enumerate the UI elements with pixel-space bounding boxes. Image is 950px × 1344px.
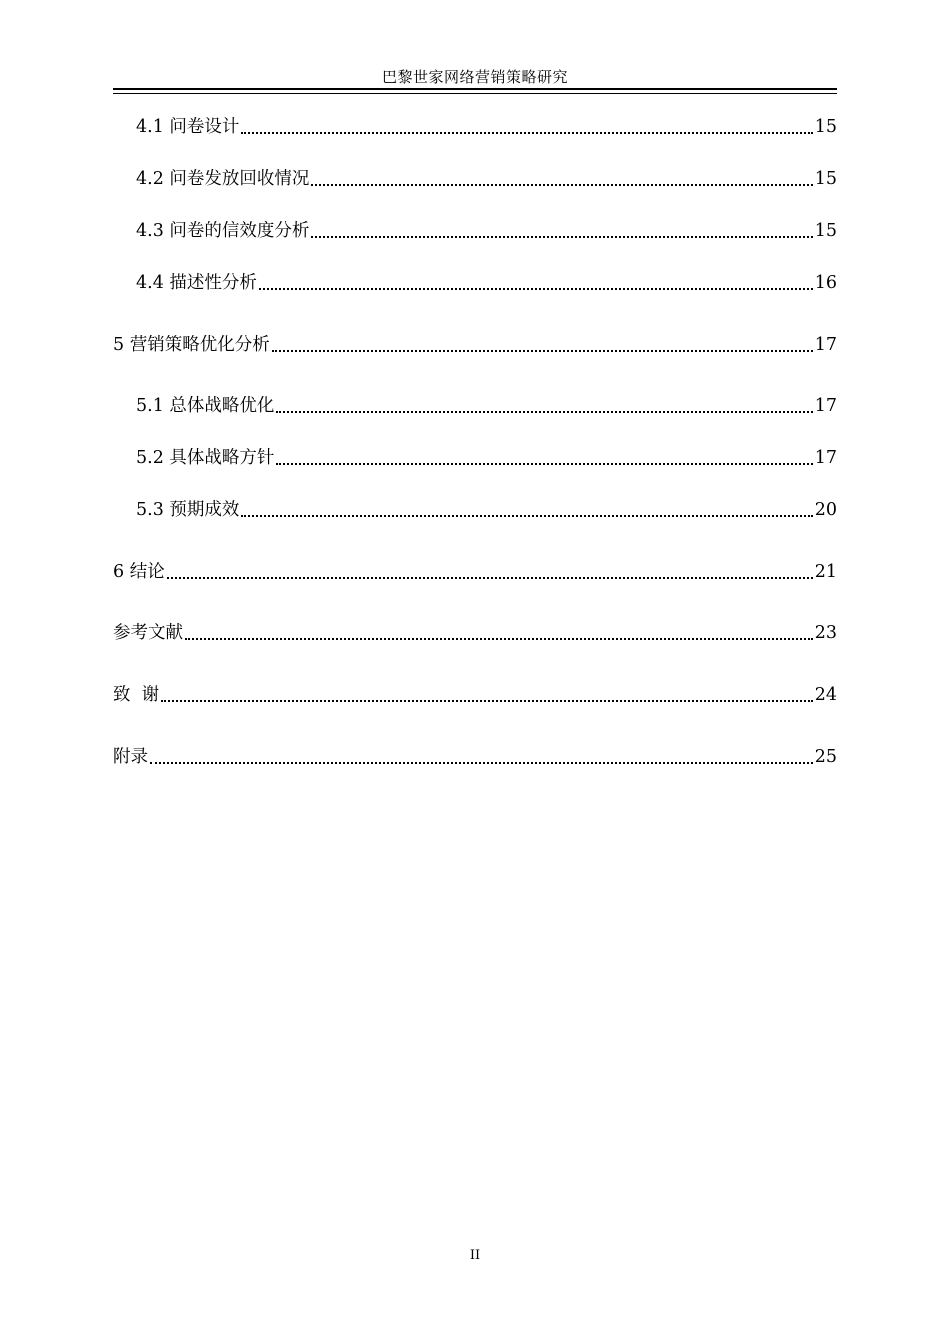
toc-entry-4-2[interactable]: [136, 166, 837, 190]
toc-entry-title: 4.1 问卷设计: [136, 117, 240, 137]
toc-entry-page: 20: [814, 500, 837, 520]
toc-dot-leader: [276, 411, 812, 413]
toc-entry-title: 附录: [113, 747, 148, 767]
toc-entry-title: 致 谢: [113, 685, 160, 705]
page-header: [113, 66, 837, 94]
toc-entry-title: 5 营销策略优化分析: [113, 335, 270, 355]
toc-dot-leader: [241, 515, 812, 517]
toc-entry-page: 15: [814, 169, 837, 189]
toc-dot-leader: [161, 700, 813, 702]
toc-entry-5-1[interactable]: [136, 393, 837, 417]
toc-entry-page: 23: [814, 623, 837, 643]
toc-entry-page: 17: [814, 335, 837, 355]
toc-entry-title: 5.2 具体战略方针: [136, 448, 275, 468]
toc-entry-title: 6 结论: [113, 562, 165, 582]
toc-entry-4-1[interactable]: [136, 114, 837, 138]
header-rule-thin: [113, 93, 837, 94]
toc-dot-leader: [259, 288, 813, 290]
toc-entry-title: 5.3 预期成效: [136, 500, 240, 520]
toc-entry-page: 17: [814, 448, 837, 468]
toc-entry-acknowledgements[interactable]: [113, 682, 837, 706]
toc-entry-title: 4.4 描述性分析: [136, 273, 257, 293]
toc-entry-page: 16: [814, 273, 837, 293]
toc-dot-leader: [167, 577, 813, 579]
toc-entry-page: 15: [814, 221, 837, 241]
header-title: 巴黎世家网络营销策略研究: [381, 68, 568, 86]
toc-entry-4-3[interactable]: [136, 218, 837, 242]
toc-entry-title: 4.3 问卷的信效度分析: [136, 221, 310, 241]
toc-entry-chapter-6[interactable]: [113, 559, 837, 583]
toc-entry-references[interactable]: [113, 620, 837, 644]
header-rule-thick: [113, 88, 837, 90]
toc-entry-4-4[interactable]: [136, 270, 837, 294]
toc-dot-leader: [272, 350, 813, 352]
toc-dot-leader: [150, 762, 813, 764]
toc-entry-page: 24: [814, 685, 837, 705]
page-number: II: [469, 1248, 481, 1263]
toc-entry-title: 参考文献: [113, 623, 183, 643]
toc-entry-page: 21: [814, 562, 837, 582]
toc-entry-5-2[interactable]: [136, 445, 837, 469]
toc-entry-title: 4.2 问卷发放回收情况: [136, 169, 310, 189]
toc-entry-page: 25: [814, 747, 837, 767]
toc-dot-leader: [276, 463, 812, 465]
toc-entry-page: 17: [814, 396, 837, 416]
toc-dot-leader: [241, 132, 812, 134]
toc-entry-title: 5.1 总体战略优化: [136, 396, 275, 416]
toc-entry-chapter-5[interactable]: [113, 332, 837, 356]
toc-dot-leader: [185, 638, 813, 640]
toc-dot-leader: [311, 184, 812, 186]
toc-entry-page: 15: [814, 117, 837, 137]
toc-entry-appendix[interactable]: [113, 744, 837, 768]
toc-dot-leader: [311, 236, 812, 238]
toc-entry-5-3[interactable]: [136, 497, 837, 521]
